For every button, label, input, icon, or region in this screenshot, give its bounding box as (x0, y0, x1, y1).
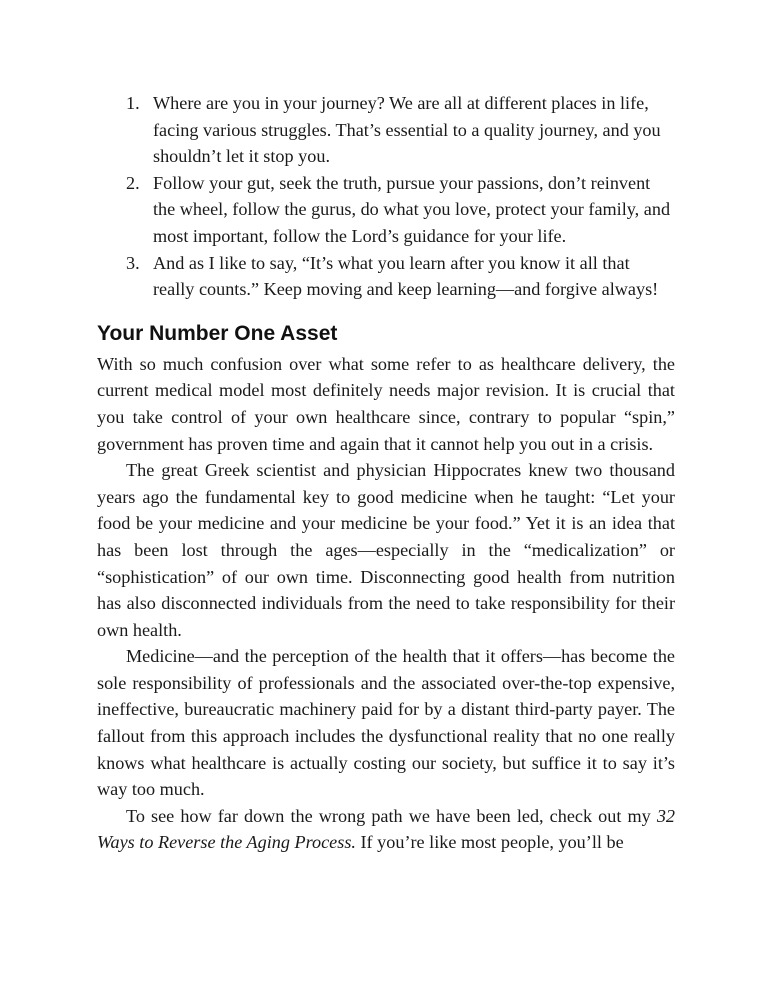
list-item-text: Where are you in your journey? We are all at different places in life, facing various struggles. That’s essential to a quality journey, and you shouldn’t let it stop you. (153, 93, 661, 167)
body-paragraph: With so much confusion over what some refer to as healthcare delivery, the current medical model most definitely needs major revision. It is crucial that you take control of your own healthcare since, contrary to popular “spin,” government has proven time and again that it cannot help you out in a crisis. (97, 353, 675, 454)
body-paragraph: The great Greek scientist and physician Hippocrates knew two thousand years ago the fundamental key to good medicine when he taught: “Let your food be your medicine and your medicine be your food.” Yet it is an idea that has been lost through the ages—especially in the “medicalization” or “sophistication” of our own time. Disconnecting good health from nutrition has also disconnected individuals from the need to take responsibility for their own health. (97, 460, 675, 640)
section-heading: Your Number One Asset (97, 321, 338, 345)
body-paragraph-last (97, 803, 675, 856)
paragraph-text: To see how far down the wrong path we have been led, check out my (126, 805, 657, 826)
list-item (97, 250, 675, 303)
body-paragraph: Medicine—and the perception of the health that it offers—has become the sole responsibility of professionals and the associated over-the-top expensive, ineffective, bureaucratic machinery paid for by a distant third-party payer. The fallout from this approach includes the dysfunctional reality that no one really knows what healthcare is actually costing our society, but suffice it to say it’s way too much. (97, 646, 675, 800)
list-item (97, 170, 675, 250)
list-item-number: 1. (126, 93, 140, 113)
list-item-number: 3. (126, 252, 140, 273)
list-item-number: 2. (126, 172, 140, 193)
page-content (97, 90, 675, 856)
list-item-text: And as I like to say, “It’s what you learn after you know it all that really counts.” Keep moving and keep learning—and forgive always! (153, 252, 659, 300)
paragraph-text: If you’re like most people, you’ll be (355, 832, 624, 853)
numbered-list (97, 90, 675, 303)
list-item-text: Follow your gut, seek the truth, pursue your passions, don’t reinvent the wheel, follow the gurus, do what you love, protect your family, and most important, follow the Lord’s guidance for your life. (153, 172, 671, 246)
book-title: 32 Ways to Reverse the Aging Process. (97, 805, 675, 853)
list-item (97, 90, 675, 170)
